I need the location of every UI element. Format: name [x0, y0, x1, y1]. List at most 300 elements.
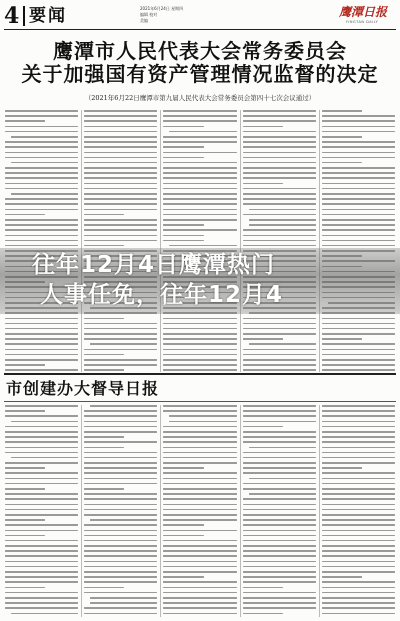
text-line: [5, 172, 78, 174]
text-line: [5, 472, 78, 474]
text-line: [322, 436, 395, 438]
text-line: [84, 364, 157, 366]
text-line: [84, 219, 157, 221]
text-line: [84, 177, 157, 179]
text-line: [243, 177, 316, 179]
text-line: [84, 245, 124, 247]
text-line: [243, 188, 316, 190]
text-line: [5, 519, 45, 521]
text-line: [5, 483, 78, 485]
text-line: [322, 323, 395, 325]
text-line: [84, 193, 157, 195]
text-line: [5, 571, 78, 573]
text-line: [84, 535, 157, 537]
text-line: [11, 162, 78, 164]
text-line: [243, 607, 316, 609]
text-line: [5, 524, 78, 526]
text-line: [163, 467, 203, 469]
text-line: [322, 235, 395, 237]
text-line: [243, 364, 316, 366]
text-line: [84, 530, 157, 532]
text-line: [243, 131, 316, 133]
text-line: [5, 229, 78, 231]
text-line: [84, 462, 157, 464]
text-line: [243, 141, 316, 143]
text-line: [322, 602, 395, 604]
text-line: [243, 354, 316, 356]
text-line: [163, 136, 236, 138]
text-column: [84, 110, 157, 372]
text-line: [5, 183, 78, 185]
text-line: [163, 193, 236, 195]
text-line: [90, 405, 157, 407]
text-line: [84, 561, 157, 563]
text-column: [243, 110, 316, 372]
text-line: [243, 457, 316, 459]
text-line: [322, 136, 362, 138]
text-line: [163, 224, 203, 226]
text-line: [243, 545, 316, 547]
text-line: [84, 571, 157, 573]
text-line: [5, 323, 78, 325]
text-line: [5, 478, 78, 480]
text-line: [5, 224, 78, 226]
text-line: [163, 229, 236, 231]
text-line: [243, 504, 316, 506]
text-line: [5, 535, 45, 537]
text-line: [322, 545, 395, 547]
text-line: [243, 592, 316, 594]
text-line: [90, 597, 157, 599]
text-line: [322, 462, 395, 464]
meta-line: 美编: [140, 18, 148, 23]
text-line: [84, 152, 157, 154]
overlay-title-banner: [0, 248, 400, 314]
text-column: [5, 110, 78, 372]
text-line: [84, 540, 157, 542]
text-line: [322, 457, 395, 459]
text-line: [322, 415, 395, 417]
text-line: [243, 126, 283, 128]
text-line: [322, 193, 395, 195]
text-line: [322, 447, 395, 449]
text-line: [84, 410, 157, 412]
text-line: [5, 514, 78, 516]
text-line: [163, 343, 236, 345]
text-line: [163, 592, 236, 594]
text-line: [243, 597, 316, 599]
meta-line: 2021年6月24日 星期四: [140, 6, 184, 11]
text-line: [5, 328, 78, 330]
text-line: [163, 172, 236, 174]
text-line: [322, 441, 395, 443]
text-line: [84, 498, 157, 500]
text-line: [243, 415, 316, 417]
text-line: [243, 235, 316, 237]
text-line: [5, 338, 78, 340]
text-line: [243, 157, 316, 159]
text-column: [5, 405, 78, 617]
text-line: [5, 447, 78, 449]
text-line: [163, 318, 236, 320]
text-line: [322, 115, 395, 117]
text-line: [322, 157, 395, 159]
text-line: [322, 519, 395, 521]
text-line: [5, 462, 78, 464]
text-line: [322, 405, 395, 407]
text-line: [322, 229, 395, 231]
text-line: [5, 359, 78, 361]
text-line: [163, 483, 236, 485]
text-line: [84, 369, 124, 371]
text-line: [84, 235, 157, 237]
text-line: [5, 245, 78, 247]
text-line: [322, 504, 395, 506]
text-line: [84, 141, 157, 143]
text-line: [163, 188, 236, 190]
text-line: [243, 514, 316, 516]
text-line: [84, 354, 124, 356]
text-line: [84, 550, 157, 552]
text-line: [163, 498, 236, 500]
text-line: [163, 597, 236, 599]
text-line: [322, 167, 395, 169]
text-line: [322, 198, 395, 200]
text-line: [84, 576, 157, 578]
text-line: [84, 224, 157, 226]
text-line: [84, 120, 157, 122]
text-line: [322, 354, 395, 356]
column-divider: [240, 110, 241, 372]
text-line: [243, 152, 316, 154]
text-line: [84, 514, 157, 516]
text-line: [169, 245, 236, 247]
text-line: [5, 587, 45, 589]
text-line: [163, 447, 236, 449]
column-divider: [160, 110, 161, 372]
masthead: [0, 0, 400, 30]
text-line: [322, 509, 395, 511]
overlay-title-line1: 往年12月4日鹰潭热门: [32, 252, 276, 278]
text-line: [322, 426, 395, 428]
text-line: [84, 157, 157, 159]
text-line: [243, 172, 316, 174]
text-line: [5, 120, 45, 122]
text-line: [243, 369, 316, 371]
text-line: [243, 613, 283, 615]
column-divider: [319, 110, 320, 372]
text-line: [5, 509, 78, 511]
text-line: [163, 514, 236, 516]
text-line: [163, 405, 236, 407]
text-line: [243, 441, 316, 443]
text-line: [163, 488, 236, 490]
newspaper-logo-pinyin: YINGTAN DAILY: [345, 20, 379, 24]
text-line: [5, 561, 78, 563]
text-line: [163, 359, 236, 361]
text-line: [84, 240, 157, 242]
text-line: [84, 493, 157, 495]
text-line: [5, 115, 78, 117]
overlay-title-line2: 人事任免，往年12月4: [40, 282, 284, 308]
text-line: [84, 126, 157, 128]
text-line: [84, 167, 157, 169]
text-line: [243, 318, 316, 320]
text-line: [243, 436, 316, 438]
text-line: [249, 447, 316, 449]
text-line: [5, 576, 78, 578]
text-line: [322, 483, 395, 485]
text-line: [322, 550, 395, 552]
section-name: 要闻: [23, 6, 79, 26]
text-line: [84, 613, 157, 615]
text-line: [243, 483, 316, 485]
text-line: [322, 555, 395, 557]
text-line: [322, 120, 395, 122]
text-line: [243, 561, 316, 563]
text-line: [322, 214, 395, 216]
text-line: [243, 571, 316, 573]
text-line: [5, 555, 78, 557]
text-line: [5, 441, 78, 443]
text-line: [84, 545, 157, 547]
text-line: [322, 110, 362, 112]
text-line: [322, 338, 362, 340]
article-subtitle: （2021年6月22日鹰潭市第九届人民代表大会常务委员会第四十七次会议通过）: [84, 94, 316, 102]
text-line: [90, 519, 157, 521]
text-line: [84, 188, 157, 190]
text-line: [11, 136, 78, 138]
article-title-line2: 关于加强国有资产管理情况监督的决定: [21, 62, 379, 86]
text-line: [5, 369, 78, 371]
text-line: [84, 504, 157, 506]
text-line: [163, 504, 236, 506]
text-line: [84, 587, 124, 589]
text-line: [243, 524, 316, 526]
text-line: [243, 245, 316, 247]
text-line: [5, 318, 78, 320]
text-line: [5, 415, 78, 417]
text-line: [163, 576, 203, 578]
text-line: [322, 172, 395, 174]
text-line: [322, 587, 395, 589]
text-line: [322, 571, 395, 573]
text-line: [5, 131, 78, 133]
text-line: [249, 209, 316, 211]
text-line: [243, 193, 316, 195]
text-line: [322, 152, 395, 154]
text-line: [5, 540, 78, 542]
text-line: [322, 576, 362, 578]
text-line: [5, 177, 78, 179]
text-line: [243, 535, 316, 537]
text-column: [84, 405, 157, 617]
text-line: [243, 167, 316, 169]
text-line: [322, 219, 395, 221]
text-line: [322, 493, 395, 495]
text-line: [5, 566, 78, 568]
text-line: [243, 240, 316, 242]
text-line: [84, 318, 124, 320]
text-line: [5, 364, 45, 366]
text-line: [243, 146, 316, 148]
text-line: [322, 245, 395, 247]
text-line: [84, 566, 157, 568]
text-line: [163, 152, 236, 154]
text-line: [163, 115, 236, 117]
text-line: [163, 540, 236, 542]
text-line: [322, 607, 395, 609]
text-line: [322, 530, 395, 532]
text-line: [322, 467, 362, 469]
text-line: [322, 209, 395, 211]
text-line: [84, 426, 157, 428]
text-line: [322, 431, 395, 433]
meta-line: 编辑 校对: [140, 12, 158, 17]
text-line: [163, 571, 236, 573]
text-line: [5, 431, 78, 433]
text-line: [163, 410, 236, 412]
text-line: [163, 545, 236, 547]
text-line: [163, 441, 236, 443]
text-line: [322, 359, 395, 361]
text-line: [163, 338, 236, 340]
text-line: [163, 472, 236, 474]
text-line: [243, 519, 316, 521]
text-line: [5, 110, 78, 112]
text-line: [243, 359, 316, 361]
text-line: [322, 535, 395, 537]
text-line: [84, 447, 124, 449]
text-line: [322, 613, 395, 615]
masthead-meta: [140, 6, 200, 24]
text-line: [322, 224, 395, 226]
text-line: [163, 110, 236, 112]
text-line: [84, 436, 124, 438]
text-line: [322, 146, 395, 148]
text-line: [322, 177, 395, 179]
text-line: [243, 410, 316, 412]
text-line: [243, 214, 316, 216]
page-number: 4: [4, 3, 20, 29]
text-line: [163, 555, 236, 557]
text-line: [163, 198, 236, 200]
text-line: [243, 452, 316, 454]
text-line: [84, 338, 157, 340]
text-line: [243, 550, 316, 552]
text-line: [84, 472, 157, 474]
text-line: [249, 343, 316, 345]
text-line: [322, 581, 395, 583]
text-line: [243, 349, 316, 351]
text-line: [243, 323, 316, 325]
text-line: [322, 162, 362, 164]
text-line: [243, 426, 283, 428]
text-line: [5, 209, 78, 211]
text-line: [163, 219, 236, 221]
text-line: [322, 597, 395, 599]
text-line: [5, 530, 78, 532]
text-line: [84, 328, 157, 330]
text-line: [243, 509, 316, 511]
text-line: [11, 193, 78, 195]
text-line: [5, 493, 78, 495]
text-line: [322, 364, 395, 366]
text-line: [11, 421, 78, 423]
text-line: [84, 203, 157, 205]
text-line: [322, 188, 395, 190]
text-line: [249, 224, 316, 226]
text-line: [322, 343, 395, 345]
text-line: [84, 172, 157, 174]
text-line: [5, 545, 78, 547]
text-line: [163, 509, 236, 511]
text-line: [243, 421, 316, 423]
text-line: [243, 566, 316, 568]
text-line: [243, 587, 283, 589]
text-line: [84, 415, 157, 417]
text-line: [322, 488, 395, 490]
text-line: [243, 498, 316, 500]
text-line: [5, 467, 45, 469]
text-column: [163, 405, 236, 617]
text-line: [243, 405, 316, 407]
text-line: [163, 214, 236, 216]
text-line: [243, 120, 316, 122]
text-line: [84, 452, 157, 454]
lower-section-rule: [4, 401, 396, 402]
text-line: [163, 120, 236, 122]
text-line: [163, 369, 236, 371]
text-line: [322, 240, 395, 242]
text-line: [163, 157, 203, 159]
text-line: [84, 209, 157, 211]
text-line: [84, 581, 157, 583]
text-line: [243, 540, 316, 542]
text-line: [322, 183, 395, 185]
text-line: [163, 613, 236, 615]
text-line: [322, 369, 395, 371]
lower-section-title: 市创建办大督导日报: [6, 379, 160, 398]
text-line: [322, 524, 395, 526]
text-line: [5, 219, 78, 221]
text-line: [163, 581, 236, 583]
text-line: [163, 561, 236, 563]
text-line: [84, 483, 157, 485]
text-line: [84, 524, 157, 526]
text-line: [163, 607, 236, 609]
text-line: [163, 323, 236, 325]
text-line: [163, 167, 236, 169]
text-line: [5, 126, 78, 128]
text-line: [322, 472, 395, 474]
text-line: [243, 530, 316, 532]
text-line: [84, 183, 157, 185]
text-line: [163, 183, 236, 185]
text-line: [5, 498, 78, 500]
text-line: [163, 436, 236, 438]
text-line: [5, 410, 45, 412]
text-line: [322, 592, 395, 594]
text-line: [5, 602, 78, 604]
text-line: [163, 203, 236, 205]
text-line: [5, 235, 78, 237]
text-line: [5, 188, 78, 190]
text-line: [163, 431, 236, 433]
text-line: [84, 441, 157, 443]
text-line: [163, 535, 203, 537]
text-line: [322, 566, 395, 568]
